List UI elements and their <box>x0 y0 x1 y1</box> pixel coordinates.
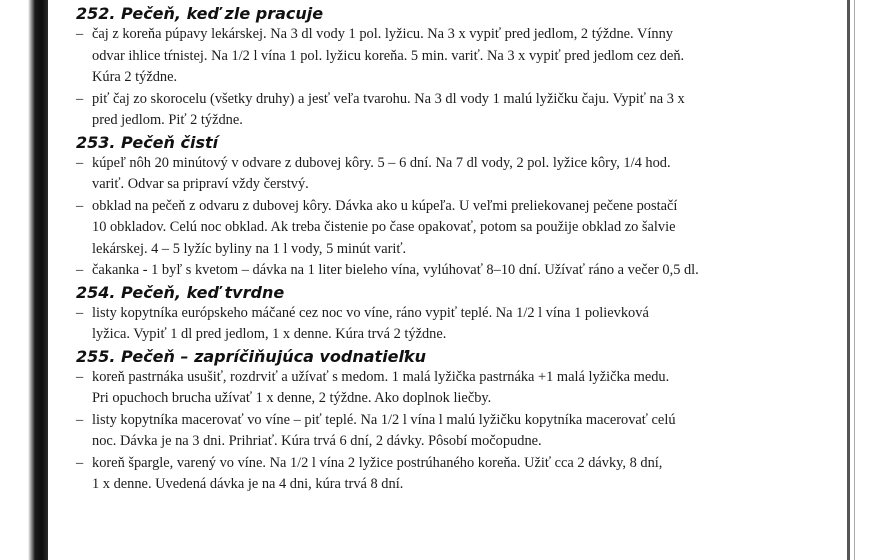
text-line: 10 obkladov. Celú noc obklad. Ak treba čistenie po čase opakovať, potom sa použije obklad zo šalvie <box>92 219 676 235</box>
section-heading: 254. Pečeň, keď tvrdne <box>76 282 285 302</box>
section-heading: 255. Pečeň – zapríčiňujúca vodnatieľku <box>76 346 427 366</box>
text-line: 1 x denne. Uvedená dávka je na 4 dni, kúra trvá 8 dní. <box>92 476 404 492</box>
bullet-dash: – <box>76 197 84 214</box>
right-edge-line-thin <box>854 0 855 560</box>
bullet-dash: – <box>76 368 84 385</box>
binding-shadow <box>28 0 48 560</box>
text-line: piť čaj zo skorocelu (všetky druhy) a jesť veľa tvarohu. Na 3 dl vody 1 malú lyžičku čaju. Vypiť na 3 x <box>92 90 685 107</box>
bullet-dash: – <box>76 411 84 428</box>
text-line: noc. Dávka je na 3 dni. Prihriať. Kúra trvá 6 dní, 2 dávky. Pôsobí močopudne. <box>92 433 542 449</box>
bullet-dash: – <box>76 154 84 171</box>
list-item <box>76 303 816 346</box>
bullet-dash: – <box>76 304 84 321</box>
text-line: koreň špargle, varený vo víne. Na 1/2 l vína 2 lyžice postrúhaného koreňa. Užiť cca 2 dávky, 8 dní, <box>92 454 663 471</box>
list-item <box>76 196 816 261</box>
right-edge-line <box>847 0 850 560</box>
text-line: pred jedlom. Piť 2 týždne. <box>92 112 243 128</box>
text-line: lyžica. Vypiť 1 dl pred jedlom, 1 x denne. Kúra trvá 2 týždne. <box>92 326 447 342</box>
text-line: čakanka - 1 byľ s kvetom – dávka na 1 liter bieleho vína, vylúhovať 8–10 dní. Užívať ráno a večer 0,5 dl. <box>92 262 699 278</box>
list-item <box>76 410 816 453</box>
list-item <box>76 153 816 196</box>
bullet-dash: – <box>76 454 84 471</box>
text-line: listy kopytníka európskeho máčané cez noc vo víne, ráno vypiť teplé. Na 1/2 l vína 1 polievková <box>92 304 649 321</box>
text-line: čaj z koreňa púpavy lekárskej. Na 3 dl vody 1 pol. lyžicu. Na 3 x vypiť pred jedlom, 2 týždne. Vínny <box>92 26 673 42</box>
bullet-dash: – <box>76 90 84 107</box>
text-line: odvar ihlice tŕnistej. Na 1/2 l vína 1 pol. lyžicu koreňa. 5 min. variť. Na 3 x vypiť pred jedlom cez deň. <box>92 47 685 64</box>
text-line: Kúra 2 týždne. <box>92 69 178 85</box>
text-line: Pri opuchoch brucha užívať 1 x denne, 2 týždne. Ako doplnok liečby. <box>92 390 492 406</box>
bullet-dash: – <box>76 26 84 42</box>
section-heading: 253. Pečeň čistí <box>76 132 219 152</box>
section-heading: 252. Pečeň, keď zle pracuje <box>76 4 324 23</box>
document-page <box>76 3 816 496</box>
text-line: lekárskej. 4 – 5 lyžíc byliny na 1 l vody, 5 minút variť. <box>92 240 407 257</box>
list-item <box>76 367 816 410</box>
text-line: obklad na pečeň z odvaru z dubovej kôry. Dávka ako u kúpeľa. U veľmi preliekovanej pečene postačí <box>92 197 678 214</box>
text-line: kúpeľ nôh 20 minútový v odvare z dubovej kôry. 5 – 6 dní. Na 7 dl vody, 2 pol. lyžice kôry, 1/4 hod. <box>92 154 671 171</box>
list-item <box>76 260 816 282</box>
text-line: koreň pastrnáka usušiť, rozdrviť a užívať s medom. 1 malá lyžička pastrnáka +1 malá lyžička medu. <box>92 368 670 385</box>
text-line: listy kopytníka macerovať vo víne – piť teplé. Na 1/2 l vína l malú lyžičku kopytníka macerovať celú <box>92 411 676 428</box>
list-item <box>76 89 816 132</box>
bullet-dash: – <box>76 262 84 278</box>
list-item <box>76 24 816 89</box>
text-line: variť. Odvar sa pripraví vždy čerstvý. <box>92 176 309 192</box>
list-item <box>76 453 816 496</box>
